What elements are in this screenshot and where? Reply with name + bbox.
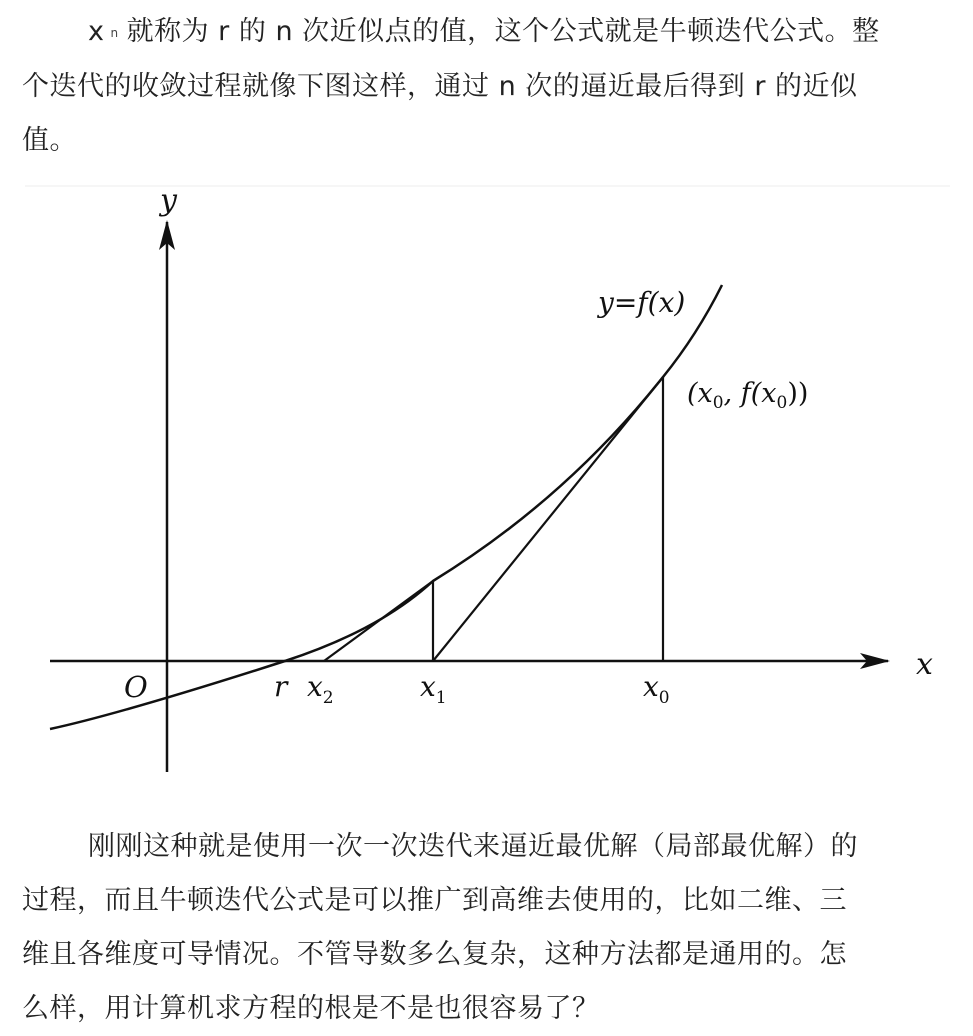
intro-paragraph — [22, 5, 957, 168]
origin-label: O — [124, 670, 148, 704]
point-label-sub1: 0 — [712, 393, 724, 413]
tick-x0-sub: 0 — [658, 688, 670, 708]
point-label-sub2: 0 — [776, 393, 788, 413]
intro-line-3: 值。 — [22, 124, 77, 156]
conclusion-line-1: 刚刚这种就是使用一次一次迭代来逼近最优解（局部最优解）的 — [88, 831, 858, 862]
conclusion-line-2: 过程，而且牛顿迭代公式是可以推广到高维去使用的，比如二维、三 — [22, 885, 847, 916]
tick-x2-sub: 2 — [322, 688, 334, 708]
curve-label: y=f(x) — [598, 286, 686, 319]
tick-x1-sub: 1 — [435, 688, 447, 708]
function-curve — [50, 285, 722, 729]
xn-variable: x — [88, 16, 105, 47]
conclusion-line-3: 维且各维度可导情况。不管导数多么复杂，这种方法都是通用的。怎 — [22, 939, 847, 970]
tick-label-x1 — [420, 670, 447, 708]
intro-line-2: 个迭代的收敛过程就像下图这样，通过 n 次的逼近最后得到 r 的近似 — [22, 70, 858, 102]
tangent-line-2 — [324, 581, 433, 661]
point-label-mid: , f(x — [723, 378, 777, 409]
conclusion-paragraph — [22, 820, 957, 1036]
tick-x0-var: x — [643, 670, 659, 703]
x-axis-label: x — [916, 647, 933, 682]
tick-x2-var: x — [307, 670, 323, 703]
tick-x1-var: x — [420, 670, 436, 703]
conclusion-line-4: 么样，用计算机求方程的根是不是也很容易了？ — [22, 993, 600, 1024]
intro-line-1-text: 就称为 r 的 n 次近似点的值，这个公式就是牛顿迭代公式。整 — [126, 16, 880, 47]
tick-label-r: r — [274, 670, 288, 703]
tangent-line-1 — [433, 377, 663, 661]
intro-line-1 — [22, 5, 957, 60]
point-label-prefix: (x — [687, 378, 713, 409]
point-label — [687, 378, 808, 413]
point-label-suffix: )) — [787, 378, 809, 409]
tick-label-x0 — [643, 670, 670, 708]
xn-subscript: n — [110, 25, 119, 40]
newton-iteration-figure — [0, 180, 973, 790]
y-axis-label: y — [160, 183, 177, 218]
tick-label-x2 — [307, 670, 334, 708]
